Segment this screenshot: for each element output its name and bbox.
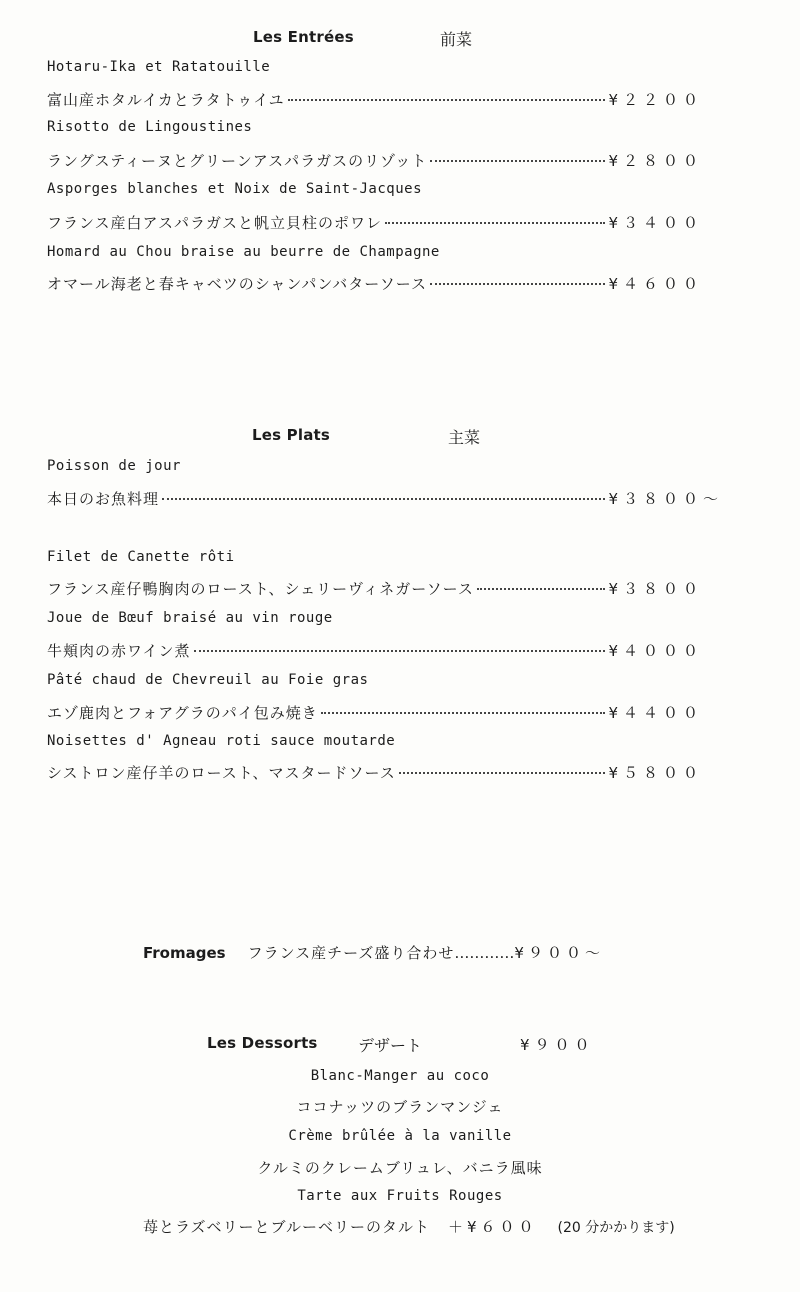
entree-1-line (47, 89, 703, 110)
entree-1-price: ¥２２００ (608, 91, 703, 109)
entree-1-ja: 富山産ホタルイカとラタトゥイユ (47, 91, 285, 109)
leader-dots (194, 650, 606, 652)
leader-dots (385, 222, 606, 224)
dessert-2-fr: Crème brûlée à la vanille (288, 1128, 512, 1144)
plat-2-fr: Filet de Canette rôti (47, 549, 235, 565)
entree-2-ja: ラングスティーヌとグリーンアスパラガスのリゾット (47, 152, 428, 170)
plat-5-ja: シストロン産仔羊のロースト、マスタードソース (47, 764, 396, 782)
entree-4-price: ¥４６００ (608, 275, 703, 293)
dessert-3-fr: Tarte aux Fruits Rouges (297, 1188, 503, 1204)
dessert-1-fr: Blanc-Manger au coco (310, 1068, 490, 1084)
plat-1-price: ¥３８００～ (608, 490, 723, 508)
entree-3-price: ¥３４００ (608, 214, 703, 232)
fromages-line (143, 942, 604, 963)
plat-4-fr: Pâté chaud de Chevreuil au Foie gras (47, 672, 369, 688)
plat-4-price: ¥４４００ (608, 704, 703, 722)
fromages-price: ¥９００～ (514, 944, 604, 962)
fromages-ja: フランス産チーズ盛り合わせ (247, 944, 455, 962)
entree-2-fr: Risotto de Lingoustines (47, 119, 253, 135)
plat-5-price: ¥５８００ (608, 764, 703, 782)
plat-3-price: ¥４０００ (608, 642, 703, 660)
entree-4-line (47, 273, 703, 294)
dessert-2-ja: クルミのクレームブリュレ、バニラ風味 (257, 1159, 543, 1177)
leader-dots (162, 498, 605, 500)
leader-dots (399, 772, 606, 774)
leader-dots (430, 283, 606, 285)
plat-3-fr: Joue de Bœuf braisé au vin rouge (47, 610, 333, 626)
entree-2-price: ¥２８００ (608, 152, 703, 170)
dessert-3-line (143, 1216, 675, 1237)
dessert-3-extra: ＋¥６００ (447, 1218, 538, 1236)
dessert-1-ja: ココナッツのブランマンジェ (296, 1098, 504, 1116)
entree-3-line (47, 212, 703, 233)
entree-4-ja: オマール海老と春キャベツのシャンパンバターソース (47, 275, 427, 293)
plat-4-ja: エゾ鹿肉とフォアグラのパイ包み焼き (47, 704, 318, 722)
fromages-dots: ………… (454, 944, 515, 962)
plat-1-fr: Poisson de jour (47, 458, 181, 474)
plats-heading-ja: 主菜 (448, 428, 481, 447)
plat-4-line (47, 702, 703, 723)
desserts-heading-ja: デザート (358, 1036, 423, 1055)
desserts-heading: Les Dessorts (207, 1034, 318, 1052)
leader-dots (430, 160, 605, 162)
leader-dots (321, 712, 606, 714)
plat-2-ja: フランス産仔鴨胸肉のロースト、シェリーヴィネガーソース (47, 580, 474, 598)
entree-3-fr: Asporges blanches et Noix de Saint-Jacques (47, 181, 423, 197)
entree-4-fr: Homard au Chou braise au beurre de Champagne (47, 244, 440, 260)
entrees-heading: Les Entrées (253, 28, 354, 46)
entree-3-ja: フランス産白アスパラガスと帆立貝柱のポワレ (47, 214, 382, 232)
leader-dots (477, 588, 606, 590)
entree-1-fr: Hotaru-Ika et Ratatouille (47, 59, 271, 75)
plat-2-price: ¥３８００ (608, 580, 703, 598)
dessert-3-ja: 苺とラズベリーとブルーベリーのタルト (143, 1218, 430, 1236)
plat-2-line (47, 578, 703, 599)
plat-1-ja: 本日のお魚料理 (47, 490, 160, 508)
desserts-price: ¥９００ (520, 1036, 595, 1054)
fromages-title: Fromages (143, 944, 226, 962)
entree-2-line (47, 150, 703, 171)
plats-heading: Les Plats (252, 426, 331, 444)
plat-3-line (47, 640, 703, 661)
leader-dots (288, 99, 606, 101)
plat-5-fr: Noisettes d' Agneau roti sauce moutarde (47, 733, 396, 749)
plat-3-ja: 牛頬肉の赤ワイン煮 (47, 642, 191, 660)
dessert-3-note: (20 分かかります) (557, 1220, 675, 1236)
entrees-heading-ja: 前菜 (440, 30, 473, 49)
plat-5-line (47, 762, 703, 783)
plat-1-line (47, 488, 723, 509)
